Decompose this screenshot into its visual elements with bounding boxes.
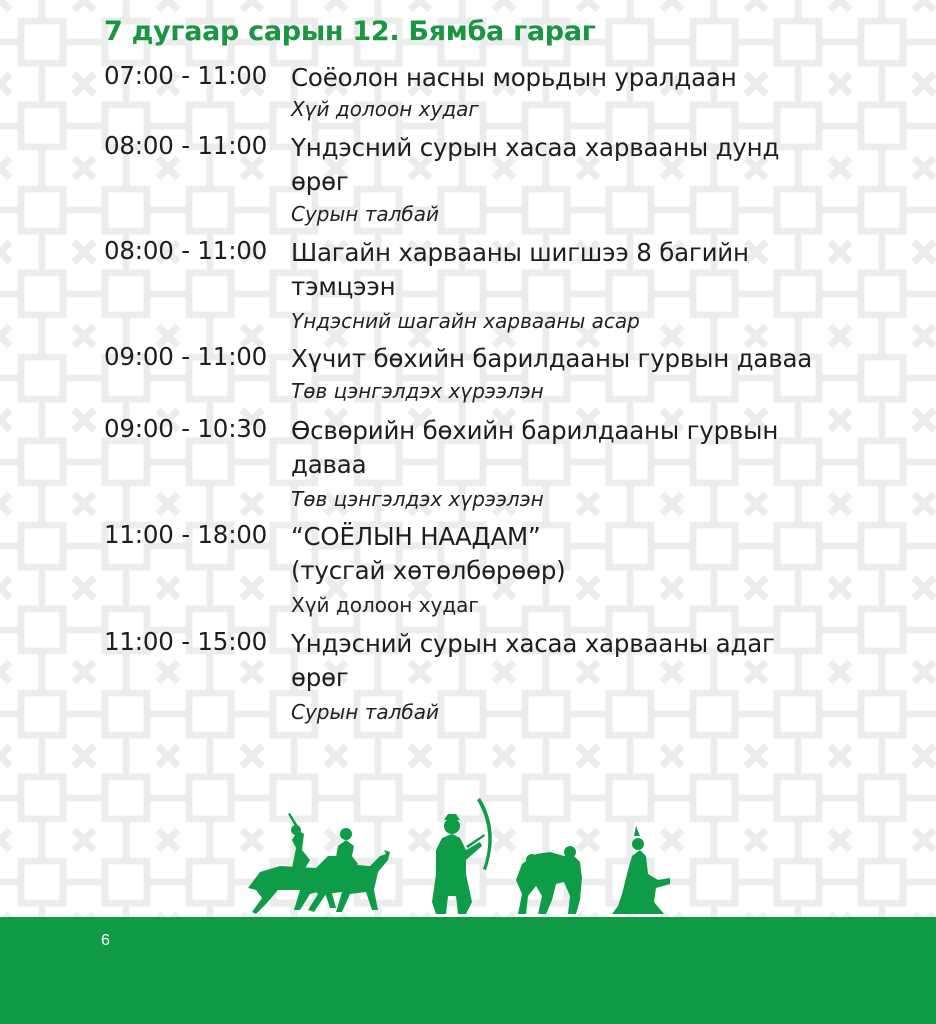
entry-time: 11:00 - 18:00 [104, 520, 268, 549]
entry-title [291, 520, 861, 588]
entry-venue: Сурын талбай [291, 202, 439, 226]
entry-title [291, 61, 861, 95]
entry-venue: Хүй долоон худаг [291, 593, 479, 617]
entry-title-line: “СОЁЛЫН НААДАМ” [291, 522, 541, 551]
entry-venue: Төв цэнгэлдэх хүрээлэн [291, 379, 544, 403]
entry-time: 11:00 - 15:00 [104, 627, 268, 656]
entry-time: 09:00 - 10:30 [104, 414, 268, 443]
entry-title [291, 236, 861, 304]
entry-time: 07:00 - 11:00 [104, 61, 268, 90]
entry-venue: Үндэсний шагайн харвааны асар [291, 309, 640, 333]
shagai-shooter-silhouette [612, 826, 670, 914]
entry-title [291, 414, 861, 482]
entry-title-line: Соёолон насны морьдын уралдаан [291, 63, 737, 92]
entry-title-line: Хүчит бөхийн барилдааны гурвын даваа [291, 344, 813, 373]
footer-band [0, 917, 936, 1024]
entry-title-line: Үндэсний сурын хасаа харвааны дунд [291, 133, 780, 162]
entry-title-line: Шагайн харвааны шигшээ 8 багийн [291, 238, 749, 267]
archer-silhouette [432, 798, 492, 914]
entry-title-line: даваа [291, 450, 367, 479]
entry-title [291, 131, 861, 199]
naadam-silhouettes [230, 790, 690, 926]
wrestlers-silhouette [516, 846, 582, 914]
page-number: 6 [101, 932, 110, 949]
entry-time: 09:00 - 11:00 [104, 342, 268, 371]
entry-time: 08:00 - 11:00 [104, 236, 268, 265]
entry-title [291, 342, 861, 376]
entry-title-line: (тусгай хөтөлбөрөөр) [291, 556, 566, 585]
entry-title-line: өрөг [291, 663, 349, 692]
horse-riders-silhouette [248, 813, 390, 914]
entry-venue: Хүй долоон худаг [291, 97, 479, 121]
entry-title-line: Үндэсний сурын хасаа харвааны адаг [291, 629, 775, 658]
entry-title-line: өрөг [291, 167, 349, 196]
entry-title-line: Өсвөрийн бөхийн барилдааны гурвын [291, 416, 779, 445]
entry-venue: Сурын талбай [291, 700, 439, 724]
day-heading: 7 дугаар сарын 12. Бямба гараг [104, 16, 596, 47]
entry-title-line: тэмцээн [291, 272, 396, 301]
entry-title [291, 627, 861, 695]
entry-venue: Төв цэнгэлдэх хүрээлэн [291, 487, 544, 511]
entry-time: 08:00 - 11:00 [104, 131, 268, 160]
